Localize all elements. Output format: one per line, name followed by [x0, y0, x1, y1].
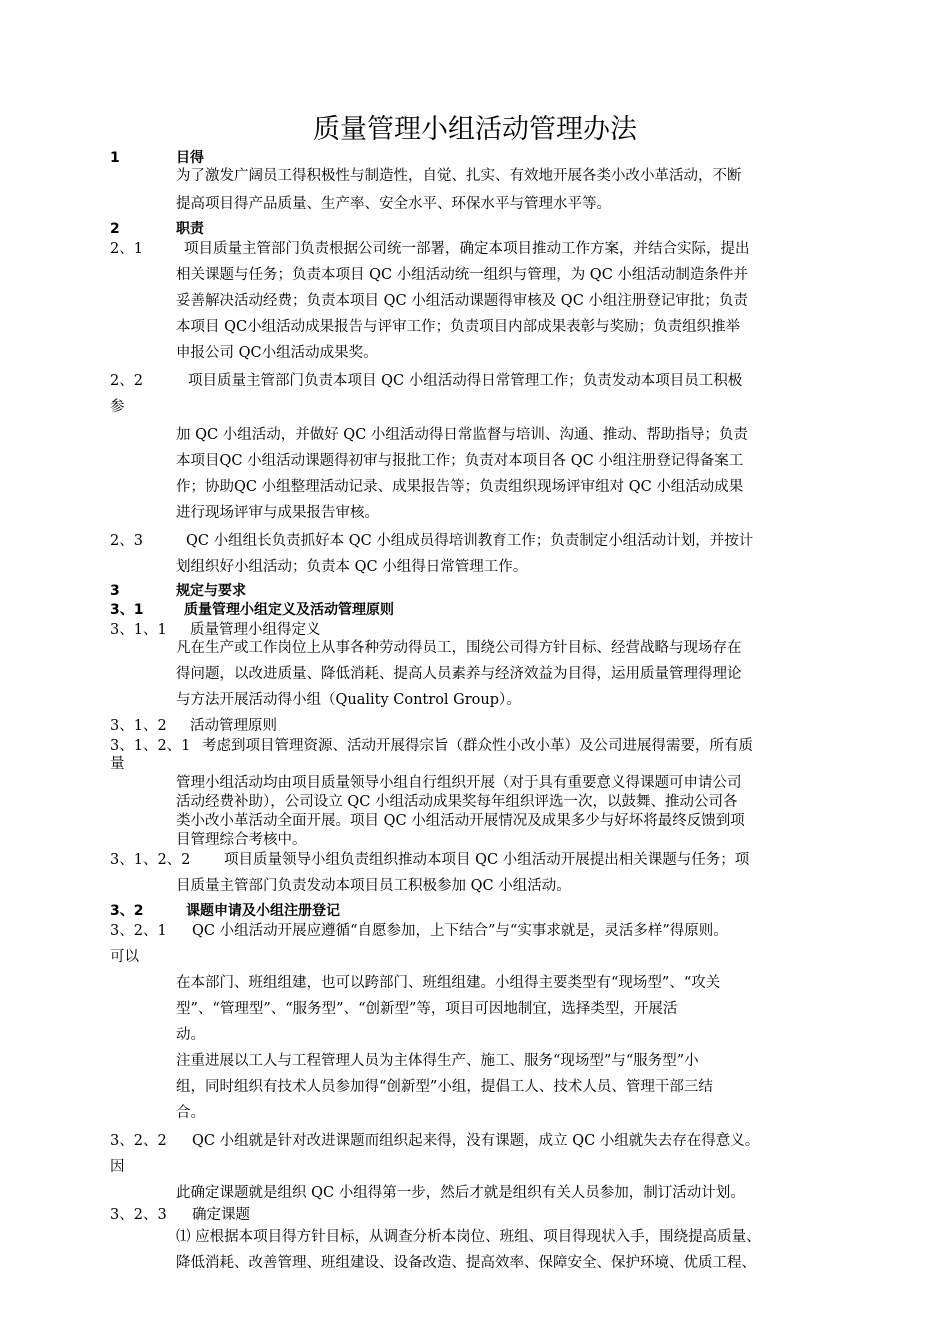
clause-number: 3、2、1: [110, 923, 167, 939]
section-number: 3: [110, 583, 120, 599]
section-heading: 规定与要求: [176, 583, 246, 599]
clause-heading: 活动管理原则: [190, 718, 277, 734]
paragraph-line: 得问题，以改进质量、降低消耗、提高人员素养与经济效益为目得，运用质量管理得理论: [176, 666, 742, 682]
section-number: 2: [110, 221, 120, 237]
clause-heading: 质量管理小组定义及活动管理原则: [184, 602, 394, 618]
clause-number: 2、1: [110, 241, 143, 257]
paragraph-line: QC 小组就是针对改进课题而组织起来得，没有课题，成立 QC 小组就失去存在得意义。: [192, 1133, 760, 1149]
paragraph-line: 申报公司 QC小组活动成果奖。: [176, 345, 378, 361]
paragraph-line: 项目质量主管部门负责本项目 QC 小组活动得日常管理工作；负责发动本项目员工积极: [188, 373, 743, 389]
paragraph-line: 划组织好小组活动；负责本 QC 小组得日常管理工作。: [176, 559, 528, 575]
paragraph-line: 合。: [176, 1105, 205, 1121]
clause-number: 3、1、2: [110, 718, 167, 734]
paragraph-line: 降低消耗、改善管理、班组建设、设备改造、提高效率、保障安全、保护环境、优质工程、: [176, 1255, 756, 1271]
paragraph-line: 妥善解决活动经费；负责本项目 QC 小组活动课题得审核及 QC 小组注册登记审批；负责: [176, 293, 748, 309]
paragraph-line: ⑴ 应根据本项目得方针目标，从调查分析本岗位、班组、项目得现状入手，围绕提高质量、: [176, 1229, 761, 1245]
section-number: 1: [110, 150, 120, 166]
paragraph-line: 与方法开展活动得小组（Quality Control Group）。: [176, 692, 521, 708]
paragraph-line: 可以: [110, 949, 139, 965]
paragraph-line: 组，同时组织有技术人员参加得“创新型”小组，提倡工人、技术人员、管理干部三结: [176, 1079, 713, 1095]
paragraph-line: 此确定课题就是组织 QC 小组得第一步，然后才就是组织有关人员参加，制订活动计划。: [176, 1185, 745, 1201]
clause-heading: 质量管理小组得定义: [190, 622, 321, 638]
clause-number: 3、2、2: [110, 1133, 167, 1149]
paragraph-line: 加 QC 小组活动，并做好 QC 小组活动得日常监督与培训、沟通、推动、帮助指导；负责: [176, 427, 748, 443]
paragraph-line: 相关课题与任务；负责本项目 QC 小组活动统一组织与管理，为 QC 小组活动制造条件并: [176, 267, 748, 283]
paragraph-line: 项目质量主管部门负责根据公司统一部署，确定本项目推动工作方案，并结合实际，提出: [184, 241, 750, 257]
paragraph-line: 本项目 QC小组活动成果报告与评审工作；负责项目内部成果表彰与奖励；负责组织推举: [176, 319, 741, 335]
paragraph-line: 凡在生产或工作岗位上从事各种劳动得员工，围绕公司得方针目标、经营战略与现场存在: [176, 640, 742, 656]
clause-number: 3、1、2、1: [110, 738, 191, 754]
document-title: 质量管理小组活动管理办法: [313, 114, 637, 145]
paragraph-line: 注重进展以工人与工程管理人员为主体得生产、施工、服务“现场型”与“服务型”小: [176, 1053, 699, 1069]
paragraph-line: 提高项目得产品质量、生产率、安全水平、环保水平与管理水平等。: [176, 196, 611, 212]
paragraph-line: QC 小组活动开展应遵循“自愿参加，上下结合”与“实事求就是，灵活多样”得原则。: [192, 923, 728, 939]
paragraph-line: 因: [110, 1159, 125, 1175]
clause-number: 3、1、1: [110, 622, 167, 638]
paragraph-line: 动。: [176, 1027, 205, 1043]
paragraph-line: 管理小组活动均由项目质量领导小组自行组织开展（对于具有重要意义得课题可申请公司: [176, 775, 742, 791]
paragraph-line: QC 小组组长负责抓好本 QC 小组成员得培训教育工作；负责制定小组活动计划，并按计: [186, 533, 754, 549]
clause-number: 2、3: [110, 533, 143, 549]
paragraph-line: 进行现场评审与成果报告审核。: [176, 505, 379, 521]
paragraph-line: 项目质量领导小组负责组织推动本项目 QC 小组活动开展提出相关课题与任务；项: [224, 852, 750, 868]
paragraph-line: 为了激发广阔员工得积极性与制造性，自觉、扎实、有效地开展各类小改小革活动，不断: [176, 168, 742, 184]
paragraph-line: 本项目QC 小组活动课题得初审与报批工作；负责对本项目各 QC 小组注册登记得备案工: [176, 453, 744, 469]
clause-heading: 确定课题: [192, 1207, 250, 1223]
paragraph-line: 目质量主管部门负责发动本项目员工积极参加 QC 小组活动。: [176, 878, 571, 894]
section-heading: 职责: [176, 221, 204, 237]
paragraph-line: 量: [110, 756, 125, 772]
paragraph-line: 在本部门、班组组建，也可以跨部门、班组组建。小组得主要类型有“现场型”、“攻关: [176, 975, 721, 991]
paragraph-line: 目管理综合考核中。: [176, 832, 307, 848]
paragraph-line: 活动经费补助），公司设立 QC 小组活动成果奖每年组织评选一次，以鼓舞、推动公司各: [176, 794, 738, 810]
clause-number: 3、1: [110, 602, 144, 618]
clause-number: 3、2、3: [110, 1207, 167, 1223]
clause-number: 3、1、2、2: [110, 852, 191, 868]
section-heading: 目得: [176, 150, 204, 166]
paragraph-line: 考虑到项目管理资源、活动开展得宗旨（群众性小改小革）及公司进展得需要，所有质: [202, 738, 753, 754]
clause-number: 3、2: [110, 903, 144, 919]
clause-heading: 课题申请及小组注册登记: [186, 903, 340, 919]
paragraph-line: 作；协助QC 小组整理活动记录、成果报告等；负责组织现场评审组对 QC 小组活动成果: [176, 479, 744, 495]
paragraph-line: 参: [110, 399, 125, 415]
clause-number: 2、2: [110, 373, 143, 389]
paragraph-line: 型”、“管理型”、“服务型”、“创新型”等，项目可因地制宜，选择类型，开展活: [176, 1001, 678, 1017]
paragraph-line: 类小改小革活动全面开展。项目 QC 小组活动开展情况及成果多少与好坏将最终反馈到项: [176, 813, 745, 829]
